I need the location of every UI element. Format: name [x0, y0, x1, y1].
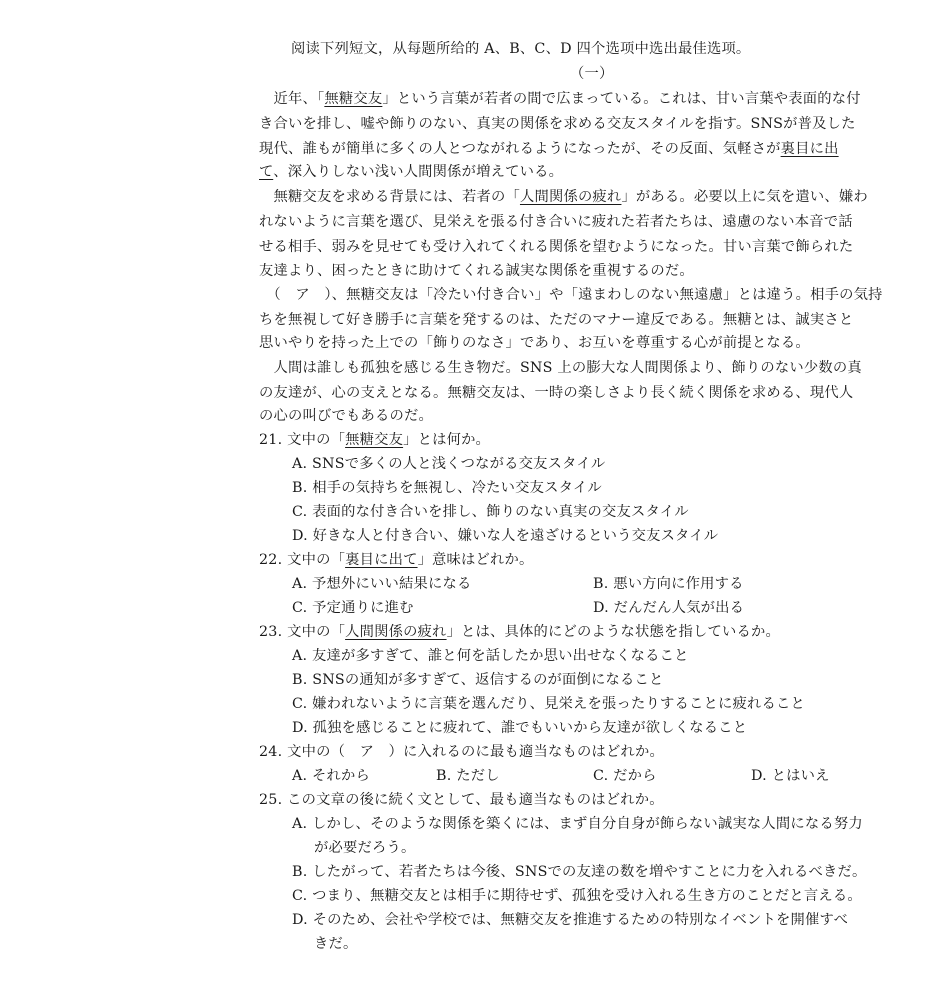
question-25-stem: 25. この文章の後に続く文として、最も適当なものはどれか。: [259, 792, 664, 808]
instruction: 阅读下列短文，从每题所给的 A、B、C、D 四个选项中选出最佳选项。: [291, 41, 751, 57]
q21-option-d: D. 好きな人と付き合い、嫌いな人を遠ざけるという交友スタイル: [292, 528, 719, 544]
passage-p4-line2: の友達が、心の支えとなる。無糖交友は、一時の楽しさより長く続く関係を求める、現代人: [259, 385, 854, 401]
passage-p1-line1: 近年、「無糖交友」という言葉が若者の間で広まっている。これは、甘い言葉や表面的な付: [259, 91, 861, 107]
q24-option-a: A. それから: [292, 768, 371, 784]
q25-option-a-line1: A. しかし、そのような関係を築くには、まず自分自身が飾らない誠実な人間になる努力: [292, 816, 863, 832]
q25-option-d-line1: D. そのため、会社や学校では、無糖交友を推進するための特別なイベントを開催すべ: [292, 912, 849, 928]
question-21-stem: 21. 文中の「無糖交友」とは何か。: [259, 432, 491, 448]
question-24-stem: 24. 文中の（ ア ）に入れるのに最も適当なものはどれか。: [259, 744, 664, 760]
passage-p2-line4: 友達より、困ったときに助けてくれる誠実な関係を重視するのだ。: [259, 263, 694, 279]
q21-option-c: C. 表面的な付き合いを排し、飾りのない真実の交友スタイル: [292, 504, 689, 520]
passage-p1-line2: き合いを排し、嘘や飾りのない、真実の関係を求める交友スタイルを指す。SNSが普及した: [259, 116, 856, 132]
underlined-term-uramenideru-cont: て: [259, 164, 274, 180]
passage-p1-line3: 現代、誰もが簡単に多くの人とつながれるようになったが、その反面、気軽さが裏目に出: [259, 141, 839, 157]
q22-option-d: D. だんだん人気が出る: [593, 600, 745, 616]
q25-option-b: B. したがって、若者たちは今後、SNSでの友達の数を増やすことに力を入れるべきだ。: [292, 864, 867, 880]
question-22-stem: 22. 文中の「裏目に出て」意味はどれか。: [259, 552, 534, 568]
q23-option-d: D. 孤独を感じることに疲れて、誰でもいいから友達が欲しくなること: [292, 720, 748, 736]
passage-p1-line4: て、深入りしない浅い人間関係が増えている。: [259, 164, 564, 180]
passage-p4-line1: 人間は誰しも孤独を感じる生き物だ。SNS 上の膨大な人間関係より、飾りのない少数の真: [259, 360, 862, 376]
passage-p2-line1: 無糖交友を求める背景には、若者の「人間関係の疲れ」がある。必要以上に気を遣い、嫌わ: [259, 189, 868, 205]
section-label: （一）: [570, 66, 614, 82]
q23-underlined-term: 人間関係の疲れ: [345, 624, 447, 640]
passage-p4-line3: の心の叫びでもあるのだ。: [259, 408, 433, 424]
q25-option-c: C. つまり、無糖交友とは相手に期待せず、孤独を受け入れる生き方のことだと言える。: [292, 888, 862, 904]
q24-option-d: D. とはいえ: [751, 768, 830, 784]
q22-option-c: C. 予定通りに進む: [292, 600, 414, 616]
q22-underlined-term: 裏目に出て: [345, 552, 418, 568]
underlined-term-uramenideru: 裏目に出: [780, 141, 839, 157]
passage-p2-line3: せる相手、弱みを見せても受け入れてくれる関係を望むようになった。甘い言葉で飾られた: [259, 239, 854, 255]
q22-option-a: A. 予想外にいい結果になる: [292, 576, 472, 592]
q25-option-a-line2: が必要だろう。: [314, 840, 416, 856]
q23-option-b: B. SNSの通知が多すぎて、返信するのが面倒になること: [292, 672, 664, 688]
underlined-term-mutou-kouyuu: 無糖交友: [324, 91, 383, 107]
question-23-stem: 23. 文中の「人間関係の疲れ」とは、具体的にどのような状態を指しているか。: [259, 624, 780, 640]
q23-option-a: A. 友達が多すぎて、誰と何を話したか思い出せなくなること: [292, 648, 689, 664]
q21-option-b: B. 相手の気持ちを無視し、冷たい交友スタイル: [292, 480, 602, 496]
q22-option-b: B. 悪い方向に作用する: [593, 576, 744, 592]
q23-option-c: C. 嫌われないように言葉を選んだり、見栄えを張ったりすることに疲れること: [292, 696, 806, 712]
q25-option-d-line2: きだ。: [314, 936, 358, 952]
passage-p3-line3: 思いやりを持った上での「飾りのなさ」であり、お互いを尊重する心が前提となる。: [259, 335, 810, 351]
underlined-term-ningen-kankei: 人間関係の疲れ: [519, 189, 622, 205]
passage-p3-line2: ちを無視して好き勝手に言葉を発するのは、ただのマナー違反である。無糖とは、誠実さと: [259, 312, 854, 328]
q21-option-a: A. SNSで多くの人と浅くつながる交友スタイル: [292, 456, 606, 472]
passage-p3-line1: （ ア ）、無糖交友は「冷たい付き合い」や「遠まわしのない無遠慮」とは違う。相手の気持: [259, 287, 883, 303]
q24-option-b: B. ただし: [436, 768, 500, 784]
passage-p2-line2: れないように言葉を選び、見栄えを張る付き合いに疲れた若者たちは、遠慮のない本音で話: [259, 214, 853, 230]
q24-option-c: C. だから: [593, 768, 657, 784]
q21-underlined-term: 無糖交友: [345, 432, 404, 448]
